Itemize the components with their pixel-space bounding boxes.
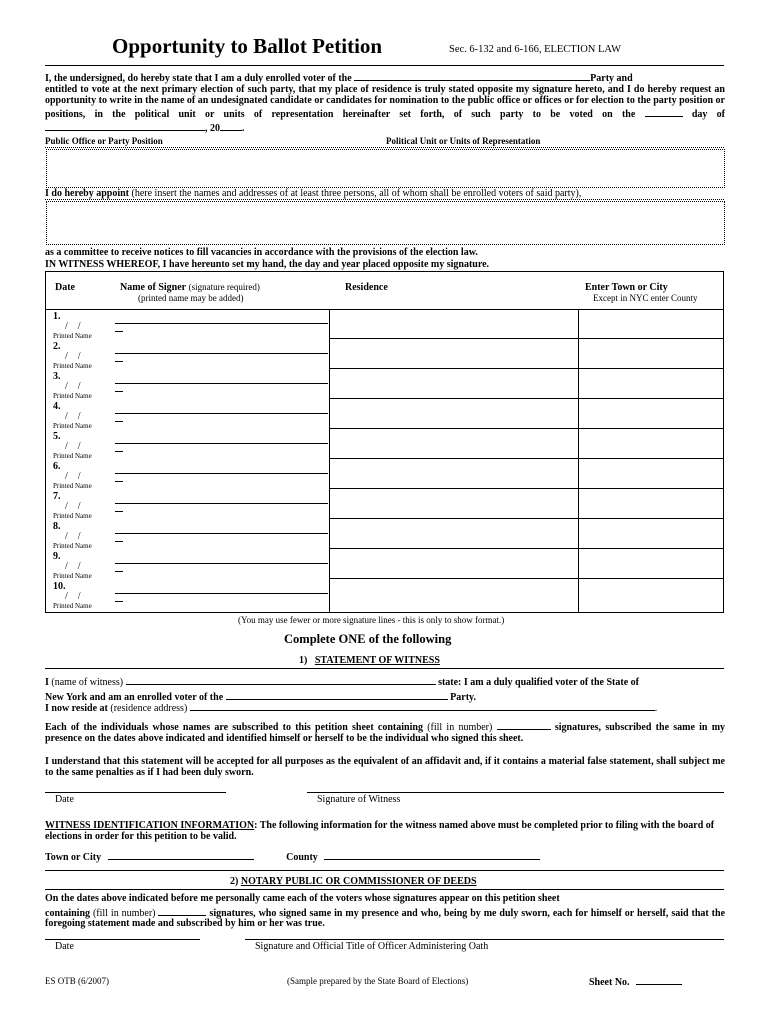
signature-line[interactable]: [115, 593, 328, 594]
printed-name-label: Printed Name: [53, 332, 92, 340]
intro-party-suffix: Party and: [590, 73, 633, 84]
witness-signature-label: Signature of Witness: [317, 794, 401, 805]
witness-signature-count-field[interactable]: [497, 719, 551, 730]
notary-line1: On the dates above indicated before me personally came each of the voters whose signatures appear on this petition sheet: [45, 893, 560, 904]
witness-fill-number: (fill in number): [427, 722, 493, 733]
signature-row: [45, 459, 724, 489]
signature-row: [45, 309, 724, 339]
witness-party-label: Party.: [450, 691, 476, 703]
printed-name-field[interactable]: [115, 511, 123, 512]
witness-reside-end: .: [654, 703, 658, 714]
town-cell[interactable]: [578, 369, 724, 399]
witness-name-line: [45, 674, 725, 703]
row-date-slashes[interactable]: / /: [65, 591, 81, 602]
col-header-name: [120, 282, 260, 293]
table-footnote: (You may use fewer or more signature lines - this is only to show format.): [238, 615, 505, 625]
form-id: ES OTB (6/2007): [45, 976, 109, 986]
col-header-town-sub: Except in NYC enter County: [593, 293, 698, 303]
witness-party-field[interactable]: [226, 689, 448, 700]
signature-row: [45, 339, 724, 369]
complete-one-heading: Complete ONE of the following: [284, 632, 452, 646]
intro-day-of: day of: [691, 109, 726, 120]
committee-entry-box[interactable]: [46, 201, 725, 245]
notary-number: 2): [230, 876, 239, 887]
witness-date-label: Date: [55, 794, 74, 805]
col-header-name-note: (signature required): [188, 282, 260, 292]
signature-line[interactable]: [115, 563, 328, 564]
row-number: 8.: [53, 521, 61, 532]
residence-cell[interactable]: [329, 519, 578, 549]
statement-witness-number: 1): [299, 655, 308, 666]
residence-cell[interactable]: [329, 309, 578, 339]
printed-name-field[interactable]: [115, 421, 123, 422]
row-date-slashes[interactable]: / /: [65, 441, 81, 452]
col-header-name-label: Name of Signer: [120, 282, 187, 293]
printed-name-field[interactable]: [115, 481, 123, 482]
signature-line[interactable]: [115, 443, 328, 444]
printed-name-field[interactable]: [115, 331, 123, 332]
row-date-slashes[interactable]: / /: [65, 321, 81, 332]
residence-cell[interactable]: [329, 399, 578, 429]
signature-row: [45, 369, 724, 399]
row-number: 6.: [53, 461, 61, 472]
sample-note: (Sample prepared by the State Board of Elections): [287, 976, 469, 986]
printed-name-label: Printed Name: [53, 392, 92, 400]
town-cell[interactable]: [578, 339, 724, 369]
row-date-slashes[interactable]: / /: [65, 501, 81, 512]
witness-understand-text: I understand that this statement will be accepted for all purposes as the equivalent of an affidavit and, if it contains a material false statement, shall subject me to the same penalties as if I had been duly sworn.: [45, 756, 725, 778]
notary-date-field[interactable]: [45, 939, 200, 940]
signature-row: [45, 429, 724, 459]
notary-heading-rule: [45, 889, 724, 890]
notary-heading: [230, 876, 477, 887]
witness-id-heading: WITNESS IDENTIFICATION INFORMATION: [45, 820, 255, 831]
witness-whereof-text: IN WITNESS WHEREOF, I have hereunto set my hand, the day and year placed opposite my signature.: [45, 259, 490, 270]
signature-row: [45, 489, 724, 519]
residence-cell[interactable]: [329, 579, 578, 609]
appoint-rule: [45, 199, 724, 200]
appoint-line: [45, 188, 581, 199]
election-day-field[interactable]: [645, 106, 683, 117]
political-unit-label: Political Unit or Units of Representation: [386, 136, 541, 146]
col-header-name-sub: (printed name may be added): [138, 293, 244, 303]
notary-rest: signatures, who signed same in my presence and who, being by me duly sworn, each for himself or herself, said that the foregoing statement made and subscribed by him or her was true.: [45, 907, 726, 929]
col-header-town: Enter Town or City: [585, 282, 668, 293]
residence-cell[interactable]: [329, 339, 578, 369]
town-cell[interactable]: [578, 429, 724, 459]
row-number: 9.: [53, 551, 61, 562]
notary-title: NOTARY PUBLIC OR COMMISSIONER OF DEEDS: [240, 876, 477, 887]
residence-cell[interactable]: [329, 369, 578, 399]
row-number: 2.: [53, 341, 61, 352]
town-field[interactable]: [108, 849, 254, 860]
office-rule: [45, 147, 724, 148]
witness-id-text: : The following information for the witness named above must be completed prior to filing with the board of elections in order for this petition to be valid.: [45, 820, 715, 842]
printed-name-label: Printed Name: [53, 572, 92, 580]
town-cell[interactable]: [578, 309, 724, 339]
printed-name-field[interactable]: [115, 391, 123, 392]
signature-row: [45, 399, 724, 429]
title-rule: [45, 65, 724, 66]
witness-each-lead: Each of the individuals whose names are subscribed to this petition sheet containing: [45, 722, 423, 733]
witness-reside-lead: I now reside at: [45, 703, 108, 714]
printed-name-field[interactable]: [115, 541, 123, 542]
statement-witness-heading: [299, 655, 440, 666]
committee-text: as a committee to receive notices to fill vacancies in accordance with the provisions of the election law.: [45, 247, 478, 258]
county-label: County: [286, 852, 318, 863]
sheet-label: Sheet No.: [589, 977, 630, 988]
signature-line[interactable]: [115, 473, 328, 474]
notary-signature-label: Signature and Official Title of Officer Administering Oath: [255, 941, 489, 952]
signature-line[interactable]: [115, 533, 328, 534]
printed-name-label: Printed Name: [53, 452, 92, 460]
row-number: 4.: [53, 401, 61, 412]
printed-name-field[interactable]: [115, 601, 123, 602]
witness-ny-text: New York and am an enrolled voter of the: [45, 691, 224, 703]
printed-name-label: Printed Name: [53, 482, 92, 490]
notary-containing: containing: [45, 907, 91, 919]
county-field[interactable]: [324, 849, 540, 860]
witness-name-note: (name of witness): [51, 677, 124, 688]
witness-id-paragraph: [45, 821, 725, 842]
signature-line[interactable]: [115, 323, 328, 324]
statement-witness-title: STATEMENT OF WITNESS: [314, 655, 440, 666]
town-cell[interactable]: [578, 549, 724, 579]
witness-date-field[interactable]: [45, 792, 226, 793]
printed-name-field[interactable]: [115, 571, 123, 572]
town-cell[interactable]: [578, 489, 724, 519]
signature-row: [45, 519, 724, 549]
residence-cell[interactable]: [329, 489, 578, 519]
appoint-lead: I do hereby appoint: [45, 188, 130, 199]
notary-date-label: Date: [55, 941, 74, 952]
printed-name-label: Printed Name: [53, 362, 92, 370]
row-date-slashes[interactable]: / /: [65, 471, 81, 482]
printed-name-field[interactable]: [115, 361, 123, 362]
intro-year-suffix: .: [242, 123, 245, 134]
election-month-field[interactable]: [45, 120, 205, 131]
witness-each-end: signatures,: [554, 722, 602, 733]
statement-witness-rule: [45, 668, 724, 669]
signature-row: [45, 579, 724, 609]
witness-name-field[interactable]: [126, 674, 436, 685]
notary-fill-number: (fill in number): [92, 907, 156, 919]
notary-signature-field[interactable]: [245, 939, 724, 940]
printed-name-label: Printed Name: [53, 512, 92, 520]
law-reference: Sec. 6-132 and 6-166, ELECTION LAW: [449, 44, 622, 55]
sheet-number-field[interactable]: [636, 974, 682, 985]
printed-name-label: Printed Name: [53, 602, 92, 610]
town-cell[interactable]: [578, 459, 724, 489]
notary-top-rule: [45, 870, 724, 871]
row-date-slashes[interactable]: / /: [65, 381, 81, 392]
sheet-number-line: [589, 974, 682, 988]
row-date-slashes[interactable]: / /: [65, 411, 81, 422]
intro-year-prefix: , 20: [205, 123, 220, 134]
witness-address-field[interactable]: [190, 700, 655, 711]
row-number: 1.: [53, 311, 61, 322]
witness-signature-field[interactable]: [307, 792, 724, 793]
col-header-date: Date: [55, 282, 75, 293]
town-cell[interactable]: [578, 399, 724, 429]
office-entry-box[interactable]: [46, 149, 725, 188]
signature-line[interactable]: [115, 353, 328, 354]
election-year-field[interactable]: [220, 120, 242, 131]
row-number: 3.: [53, 371, 61, 382]
row-number: 7.: [53, 491, 61, 502]
notary-paragraph: [45, 894, 725, 930]
residence-cell[interactable]: [329, 549, 578, 579]
witness-reside-line: [45, 700, 657, 714]
row-number: 5.: [53, 431, 61, 442]
signature-line[interactable]: [115, 503, 328, 504]
town-cell[interactable]: [578, 579, 724, 609]
witness-each-rest: subscribed the same in my presence on the dates above indicated and identified himself or herself to be the individual who signed this sheet.: [45, 722, 726, 744]
row-number: 10.: [53, 581, 66, 592]
printed-name-label: Printed Name: [53, 422, 92, 430]
signature-line[interactable]: [115, 383, 328, 384]
town-cell[interactable]: [578, 519, 724, 549]
witness-location-line: [45, 849, 540, 863]
intro-body: entitled to vote at the next primary election of such party, that my place of residence is truly stated opposite my signature hereto, and I do hereby request an opportunity to write in the name of an undesignated candidate or candidates for nomination to the public office or offices or for election to the party position or positions, in the political unit or units of representation hereinafter set forth, of such party to be voted on the: [45, 84, 725, 120]
public-office-label: Public Office or Party Position: [45, 136, 163, 146]
town-label: Town or City: [45, 852, 102, 863]
row-date-slashes[interactable]: / /: [65, 561, 81, 572]
residence-cell[interactable]: [329, 429, 578, 459]
party-name-field[interactable]: [354, 70, 590, 81]
printed-name-field[interactable]: [115, 451, 123, 452]
intro-line1: I, the undersigned, do hereby state that I am a duly enrolled voter of the: [45, 73, 352, 84]
row-date-slashes[interactable]: / /: [65, 531, 81, 542]
intro-paragraph: [45, 70, 725, 134]
signature-row: [45, 549, 724, 579]
col-header-residence: Residence: [345, 282, 388, 293]
notary-signature-count-field[interactable]: [158, 905, 206, 916]
signature-line[interactable]: [115, 413, 328, 414]
printed-name-label: Printed Name: [53, 542, 92, 550]
witness-state-text: state: I am a duly qualified voter of the State of: [438, 677, 639, 688]
witness-i-label: I: [45, 677, 49, 688]
residence-cell[interactable]: [329, 459, 578, 489]
page-title: Opportunity to Ballot Petition: [112, 34, 383, 58]
witness-each-paragraph: [45, 719, 725, 744]
appoint-instruction: (here insert the names and addresses of at least three persons, all of whom shall be enrolled voters of said party),: [131, 188, 582, 199]
row-date-slashes[interactable]: / /: [65, 351, 81, 362]
witness-reside-note: (residence address): [110, 703, 188, 714]
